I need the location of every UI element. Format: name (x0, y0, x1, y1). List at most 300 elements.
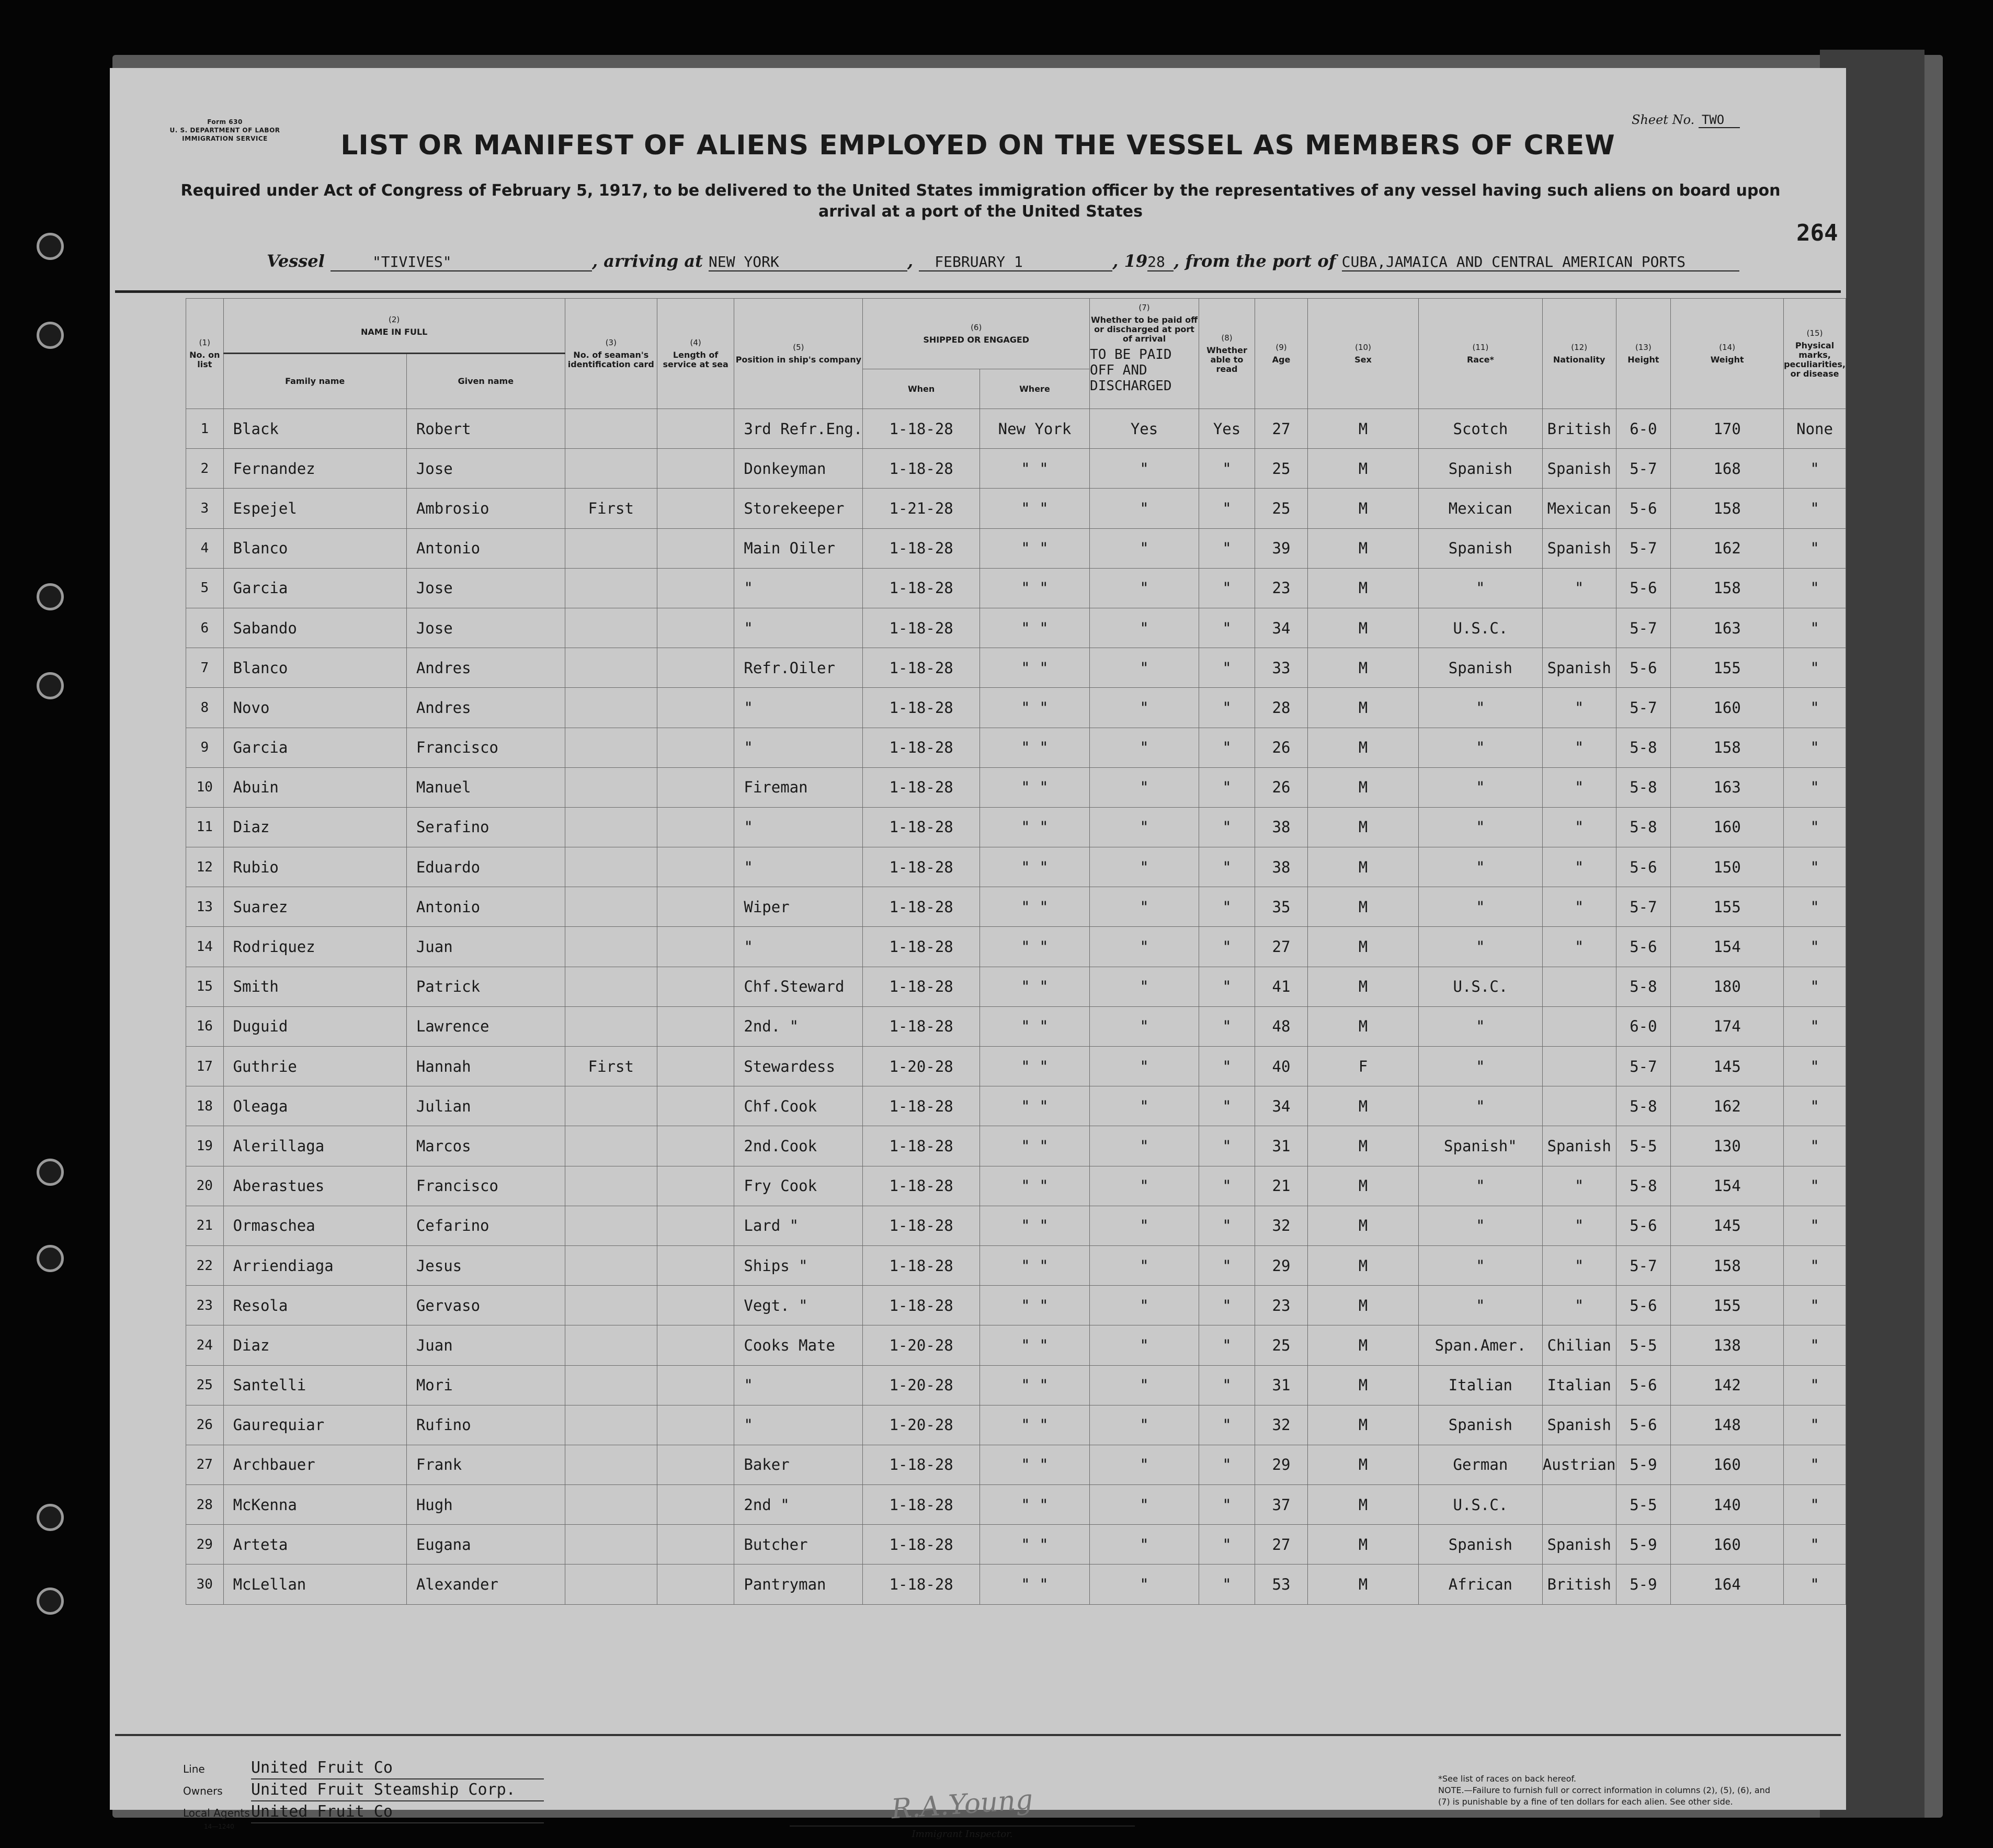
cell-sex: M (1308, 1445, 1419, 1484)
table-row (186, 1564, 1846, 1604)
cell-sex: F (1308, 1047, 1419, 1086)
cell-able-to-read: " (1199, 767, 1255, 807)
header-able-to-read: (8) Whether able to read (1199, 299, 1255, 409)
cell-family-name: Blanco (223, 528, 406, 568)
cell-shipped-when: 1-18-28 (863, 1086, 980, 1126)
cell-nationality: British (1542, 1564, 1616, 1604)
cell-physical-marks: " (1784, 688, 1846, 728)
cell-family-name: Archbauer (223, 1445, 406, 1484)
cell-physical-marks: " (1784, 568, 1846, 608)
cell-able-to-read: " (1199, 1286, 1255, 1325)
table-row (186, 927, 1846, 967)
cell-position: Fireman (734, 767, 863, 807)
cell-able-to-read: " (1199, 1325, 1255, 1365)
cell-nationality (1542, 608, 1616, 648)
cell-sex: M (1308, 568, 1419, 608)
cell-length-service (657, 728, 734, 767)
cell-able-to-read: " (1199, 489, 1255, 528)
cell-sex: M (1308, 927, 1419, 967)
cell-shipped-when: 1-20-28 (863, 1365, 980, 1405)
cell-list-no: 16 (186, 1006, 224, 1046)
cell-nationality: " (1542, 807, 1616, 847)
cell-race: Italian (1418, 1365, 1542, 1405)
cell-age: 33 (1255, 648, 1307, 688)
cell-age: 39 (1255, 528, 1307, 568)
cell-nationality: " (1542, 927, 1616, 967)
cell-shipped-when: 1-18-28 (863, 648, 980, 688)
cell-age: 21 (1255, 1166, 1307, 1206)
cell-paid-off: " (1090, 1126, 1199, 1166)
form-number: Form 630 (207, 118, 243, 126)
cell-race: Spanish (1418, 648, 1542, 688)
cell-length-service (657, 927, 734, 967)
cell-given-name: Andres (406, 648, 565, 688)
cell-length-service (657, 847, 734, 887)
cell-position: Baker (734, 1445, 863, 1484)
cell-race: " (1418, 1006, 1542, 1046)
year-prefix: , 19 (1112, 251, 1148, 271)
cell-weight: 158 (1671, 489, 1784, 528)
cell-height: 5-6 (1616, 847, 1671, 887)
cell-height: 5-7 (1616, 528, 1671, 568)
cell-id-card (565, 568, 657, 608)
cell-length-service (657, 887, 734, 927)
table-row (186, 1047, 1846, 1086)
cell-family-name: Blanco (223, 648, 406, 688)
cell-list-no: 18 (186, 1086, 224, 1126)
binder-hole (37, 1588, 64, 1615)
cell-given-name: Hannah (406, 1047, 565, 1086)
cell-physical-marks: " (1784, 1126, 1846, 1166)
cell-given-name: Lawrence (406, 1006, 565, 1046)
cell-age: 35 (1255, 887, 1307, 927)
cell-height: 5-7 (1616, 887, 1671, 927)
cell-height: 5-6 (1616, 568, 1671, 608)
cell-height: 5-6 (1616, 489, 1671, 528)
header-age: (9) Age (1255, 299, 1307, 409)
cell-age: 23 (1255, 568, 1307, 608)
cell-shipped-where: " " (980, 528, 1089, 568)
cell-list-no: 1 (186, 409, 224, 449)
cell-weight: 162 (1671, 528, 1784, 568)
cell-able-to-read: " (1199, 608, 1255, 648)
cell-id-card (565, 807, 657, 847)
cell-position: " (734, 728, 863, 767)
cell-paid-off: " (1090, 1564, 1199, 1604)
from-label: , from the port of (1174, 251, 1336, 271)
table-row (186, 728, 1846, 767)
cell-race: African (1418, 1564, 1542, 1604)
cell-list-no: 26 (186, 1405, 224, 1445)
inspector-label: Immigrant Inspector. (790, 1826, 1135, 1840)
cell-length-service (657, 767, 734, 807)
header-shipped-engaged: (6) SHIPPED OR ENGAGED (863, 299, 1090, 369)
sheet-no-value: TWO (1699, 112, 1740, 128)
cell-given-name: Patrick (406, 967, 565, 1006)
cell-age: 31 (1255, 1126, 1307, 1166)
cell-age: 25 (1255, 449, 1307, 489)
cell-paid-off: " (1090, 1325, 1199, 1365)
cell-given-name: Eugana (406, 1525, 565, 1564)
cell-sex: M (1308, 1525, 1419, 1564)
cell-race: " (1418, 1286, 1542, 1325)
cell-position: Main Oiler (734, 528, 863, 568)
cell-sex: M (1308, 1485, 1419, 1525)
cell-nationality (1542, 1047, 1616, 1086)
cell-list-no: 25 (186, 1365, 224, 1405)
cell-list-no: 6 (186, 608, 224, 648)
cell-shipped-when: 1-18-28 (863, 1286, 980, 1325)
cell-nationality: British (1542, 409, 1616, 449)
cell-id-card (565, 1006, 657, 1046)
cell-sex: M (1308, 1286, 1419, 1325)
cell-shipped-when: 1-18-28 (863, 1445, 980, 1484)
cell-shipped-where: " " (980, 1325, 1089, 1365)
cell-family-name: McKenna (223, 1485, 406, 1525)
cell-shipped-when: 1-18-28 (863, 1006, 980, 1046)
cell-list-no: 22 (186, 1245, 224, 1285)
cell-age: 29 (1255, 1245, 1307, 1285)
cell-position: " (734, 927, 863, 967)
cell-given-name: Alexander (406, 1564, 565, 1604)
cell-physical-marks: " (1784, 887, 1846, 927)
cell-family-name: Black (223, 409, 406, 449)
cell-given-name: Ambrosio (406, 489, 565, 528)
cell-family-name: Aberastues (223, 1166, 406, 1206)
cell-able-to-read: " (1199, 1086, 1255, 1126)
cell-position: Lard " (734, 1206, 863, 1245)
cell-id-card (565, 449, 657, 489)
cell-shipped-when: 1-18-28 (863, 1485, 980, 1525)
cell-sex: M (1308, 1405, 1419, 1445)
cell-able-to-read: " (1199, 1564, 1255, 1604)
binder-hole (37, 1504, 64, 1531)
cell-family-name: Gaurequiar (223, 1405, 406, 1445)
cell-list-no: 4 (186, 528, 224, 568)
cell-age: 41 (1255, 967, 1307, 1006)
arriving-label: , arriving at (591, 251, 703, 271)
cell-length-service (657, 648, 734, 688)
cell-height: 5-7 (1616, 688, 1671, 728)
table-bottom-rule (115, 1734, 1841, 1736)
cell-race: Spanish (1418, 528, 1542, 568)
cell-given-name: Jose (406, 608, 565, 648)
cell-height: 5-5 (1616, 1485, 1671, 1525)
cell-paid-off: " (1090, 1166, 1199, 1206)
cell-family-name: Sabando (223, 608, 406, 648)
cell-able-to-read: " (1199, 1006, 1255, 1046)
header-nationality: (12) Nationality (1542, 299, 1616, 409)
cell-given-name: Marcos (406, 1126, 565, 1166)
cell-able-to-read: " (1199, 1047, 1255, 1086)
cell-given-name: Rufino (406, 1405, 565, 1445)
cell-age: 48 (1255, 1006, 1307, 1046)
cell-given-name: Juan (406, 927, 565, 967)
cell-position: Chf.Steward (734, 967, 863, 1006)
cell-shipped-where: " " (980, 807, 1089, 847)
cell-length-service (657, 608, 734, 648)
cell-shipped-when: 1-18-28 (863, 608, 980, 648)
cell-length-service (657, 1445, 734, 1484)
cell-able-to-read: " (1199, 1206, 1255, 1245)
cell-position: 2nd.Cook (734, 1126, 863, 1166)
cell-position: Refr.Oiler (734, 648, 863, 688)
cell-weight: 155 (1671, 1286, 1784, 1325)
cell-age: 34 (1255, 608, 1307, 648)
cell-list-no: 20 (186, 1166, 224, 1206)
table-row (186, 1206, 1846, 1245)
cell-position: Cooks Mate (734, 1325, 863, 1365)
cell-family-name: Fernandez (223, 449, 406, 489)
cell-sex: M (1308, 688, 1419, 728)
cell-length-service (657, 688, 734, 728)
cell-age: 23 (1255, 1286, 1307, 1325)
binder-hole (37, 233, 64, 260)
cell-length-service (657, 528, 734, 568)
cell-physical-marks: " (1784, 967, 1846, 1006)
cell-family-name: Duguid (223, 1006, 406, 1046)
cell-shipped-where: " " (980, 927, 1089, 967)
cell-sex: M (1308, 1365, 1419, 1405)
cell-family-name: Rubio (223, 847, 406, 887)
cell-shipped-where: " " (980, 1286, 1089, 1325)
cell-physical-marks: " (1784, 608, 1846, 648)
cell-given-name: Gervaso (406, 1286, 565, 1325)
cell-able-to-read: " (1199, 648, 1255, 688)
header-race: (11) Race* (1418, 299, 1542, 409)
cell-shipped-where: New York (980, 409, 1089, 449)
cell-list-no: 7 (186, 648, 224, 688)
cell-id-card (565, 1126, 657, 1166)
cell-able-to-read: " (1199, 528, 1255, 568)
cell-id-card (565, 409, 657, 449)
cell-paid-off: " (1090, 807, 1199, 847)
cell-family-name: Suarez (223, 887, 406, 927)
cell-family-name: Ormaschea (223, 1206, 406, 1245)
cell-height: 5-9 (1616, 1445, 1671, 1484)
cell-weight: 158 (1671, 728, 1784, 767)
header-length-service: (4) Length of service at sea (657, 299, 734, 409)
cell-shipped-where: " " (980, 1485, 1089, 1525)
cell-length-service (657, 568, 734, 608)
cell-id-card (565, 648, 657, 688)
cell-nationality: " (1542, 1166, 1616, 1206)
cell-given-name: Mori (406, 1365, 565, 1405)
cell-given-name: Francisco (406, 1166, 565, 1206)
cell-able-to-read: " (1199, 568, 1255, 608)
cell-able-to-read: " (1199, 449, 1255, 489)
cell-id-card (565, 887, 657, 927)
arrival-year: 28 (1147, 253, 1174, 271)
cell-weight: 162 (1671, 1086, 1784, 1126)
cell-paid-off: " (1090, 927, 1199, 967)
cell-shipped-when: 1-18-28 (863, 728, 980, 767)
cell-physical-marks: " (1784, 648, 1846, 688)
cell-age: 53 (1255, 1564, 1307, 1604)
cell-shipped-where: " " (980, 1166, 1089, 1206)
cell-id-card (565, 967, 657, 1006)
cell-weight: 145 (1671, 1047, 1784, 1086)
cell-list-no: 10 (186, 767, 224, 807)
cell-length-service (657, 1405, 734, 1445)
cell-age: 29 (1255, 1445, 1307, 1484)
cell-age: 40 (1255, 1047, 1307, 1086)
sheet-number: 264 (1796, 220, 1838, 246)
cell-paid-off: " (1090, 767, 1199, 807)
cell-given-name: Antonio (406, 887, 565, 927)
vessel-line: Vessel "TIVIVES" , arriving at NEW YORK , FEBRUARY 1 , 1928 , from the port of CUBA,JAMAICA AND CENTRAL AMERICAN PORTS (267, 251, 1739, 271)
cell-race: U.S.C. (1418, 608, 1542, 648)
cell-paid-off: " (1090, 1086, 1199, 1126)
cell-sex: M (1308, 1206, 1419, 1245)
cell-id-card (565, 728, 657, 767)
cell-age: 37 (1255, 1485, 1307, 1525)
cell-given-name: Jose (406, 568, 565, 608)
cell-race: " (1418, 1245, 1542, 1285)
header-weight: (14) Weight (1671, 299, 1784, 409)
cell-id-card (565, 608, 657, 648)
table-row (186, 568, 1846, 608)
table-row (186, 528, 1846, 568)
cell-given-name: Cefarino (406, 1206, 565, 1245)
table-row (186, 1485, 1846, 1525)
cell-race: U.S.C. (1418, 1485, 1542, 1525)
cell-weight: 154 (1671, 1166, 1784, 1206)
cell-position: Vegt. " (734, 1286, 863, 1325)
cell-weight: 138 (1671, 1325, 1784, 1365)
cell-able-to-read: " (1199, 1245, 1255, 1285)
cell-sex: M (1308, 608, 1419, 648)
line-label: Line (183, 1763, 205, 1775)
cell-length-service (657, 1564, 734, 1604)
cell-paid-off: " (1090, 688, 1199, 728)
cell-paid-off: " (1090, 1485, 1199, 1525)
cell-paid-off: " (1090, 847, 1199, 887)
cell-race: Spanish (1418, 1405, 1542, 1445)
table-row (186, 767, 1846, 807)
cell-height: 5-9 (1616, 1564, 1671, 1604)
cell-shipped-when: 1-18-28 (863, 967, 980, 1006)
table-row (186, 1525, 1846, 1564)
cell-list-no: 15 (186, 967, 224, 1006)
cell-position: " (734, 807, 863, 847)
cell-id-card (565, 1086, 657, 1126)
cell-length-service (657, 1126, 734, 1166)
cell-race: " (1418, 1166, 1542, 1206)
cell-shipped-where: " " (980, 767, 1089, 807)
cell-length-service (657, 1245, 734, 1285)
cell-list-no: 28 (186, 1485, 224, 1525)
vessel-name: "TIVIVES" (331, 253, 592, 271)
cell-height: 5-7 (1616, 1245, 1671, 1285)
cell-length-service (657, 1086, 734, 1126)
cell-position: 2nd " (734, 1485, 863, 1525)
cell-physical-marks: " (1784, 1086, 1846, 1126)
cell-id-card (565, 1166, 657, 1206)
cell-shipped-when: 1-18-28 (863, 807, 980, 847)
table-row (186, 688, 1846, 728)
binder-hole (37, 672, 64, 699)
cell-family-name: Smith (223, 967, 406, 1006)
cell-position: " (734, 1365, 863, 1405)
cell-physical-marks: " (1784, 1006, 1846, 1046)
cell-weight: 148 (1671, 1405, 1784, 1445)
sheet-no-label: Sheet No. (1632, 112, 1695, 127)
header-when: When (863, 369, 980, 409)
cell-length-service (657, 1325, 734, 1365)
cell-paid-off: " (1090, 648, 1199, 688)
table-row (186, 449, 1846, 489)
cell-list-no: 30 (186, 1564, 224, 1604)
cell-nationality: Austrian (1542, 1445, 1616, 1484)
cell-shipped-where: " " (980, 1405, 1089, 1445)
table-row (186, 1405, 1846, 1445)
cell-length-service (657, 409, 734, 449)
cell-shipped-where: " " (980, 449, 1089, 489)
binder-hole (37, 322, 64, 349)
cell-height: 5-8 (1616, 1166, 1671, 1206)
table-row (186, 1166, 1846, 1206)
binder-hole (37, 1245, 64, 1272)
cell-position: Ships " (734, 1245, 863, 1285)
cell-length-service (657, 1166, 734, 1206)
cell-shipped-when: 1-20-28 (863, 1325, 980, 1365)
cell-physical-marks: " (1784, 767, 1846, 807)
cell-age: 31 (1255, 1365, 1307, 1405)
header-physical-marks: (15) Physical marks, peculiarities, or disease (1784, 299, 1846, 409)
cell-race: " (1418, 927, 1542, 967)
cell-family-name: Garcia (223, 728, 406, 767)
header-family-name: Family name (223, 354, 406, 409)
cell-position: Storekeeper (734, 489, 863, 528)
cell-family-name: Espejel (223, 489, 406, 528)
cell-sex: M (1308, 1086, 1419, 1126)
cell-list-no: 11 (186, 807, 224, 847)
cell-able-to-read: " (1199, 1405, 1255, 1445)
cell-age: 28 (1255, 688, 1307, 728)
cell-weight: 168 (1671, 449, 1784, 489)
cell-weight: 160 (1671, 688, 1784, 728)
cell-id-card (565, 688, 657, 728)
cell-shipped-where: " " (980, 1086, 1089, 1126)
cell-nationality: " (1542, 1245, 1616, 1285)
cell-given-name: Serafino (406, 807, 565, 847)
cell-given-name: Francisco (406, 728, 565, 767)
cell-paid-off: " (1090, 528, 1199, 568)
cell-able-to-read: " (1199, 967, 1255, 1006)
cell-height: 5-8 (1616, 967, 1671, 1006)
cell-length-service (657, 967, 734, 1006)
cell-nationality: " (1542, 1286, 1616, 1325)
cell-shipped-where: " " (980, 967, 1089, 1006)
cell-given-name: Frank (406, 1445, 565, 1484)
cell-nationality (1542, 1006, 1616, 1046)
cell-height: 5-8 (1616, 767, 1671, 807)
cell-paid-off: " (1090, 1047, 1199, 1086)
cell-age: 27 (1255, 927, 1307, 967)
cell-given-name: Robert (406, 409, 565, 449)
header-list-no: (1) No. on list (186, 299, 224, 409)
cell-length-service (657, 1006, 734, 1046)
cell-shipped-where: " " (980, 1245, 1089, 1285)
cell-height: 5-6 (1616, 1405, 1671, 1445)
cell-sex: M (1308, 1006, 1419, 1046)
cell-race: " (1418, 847, 1542, 887)
cell-id-card: First (565, 1047, 657, 1086)
cell-length-service (657, 489, 734, 528)
cell-nationality: Chilian (1542, 1325, 1616, 1365)
cell-family-name: Resola (223, 1286, 406, 1325)
